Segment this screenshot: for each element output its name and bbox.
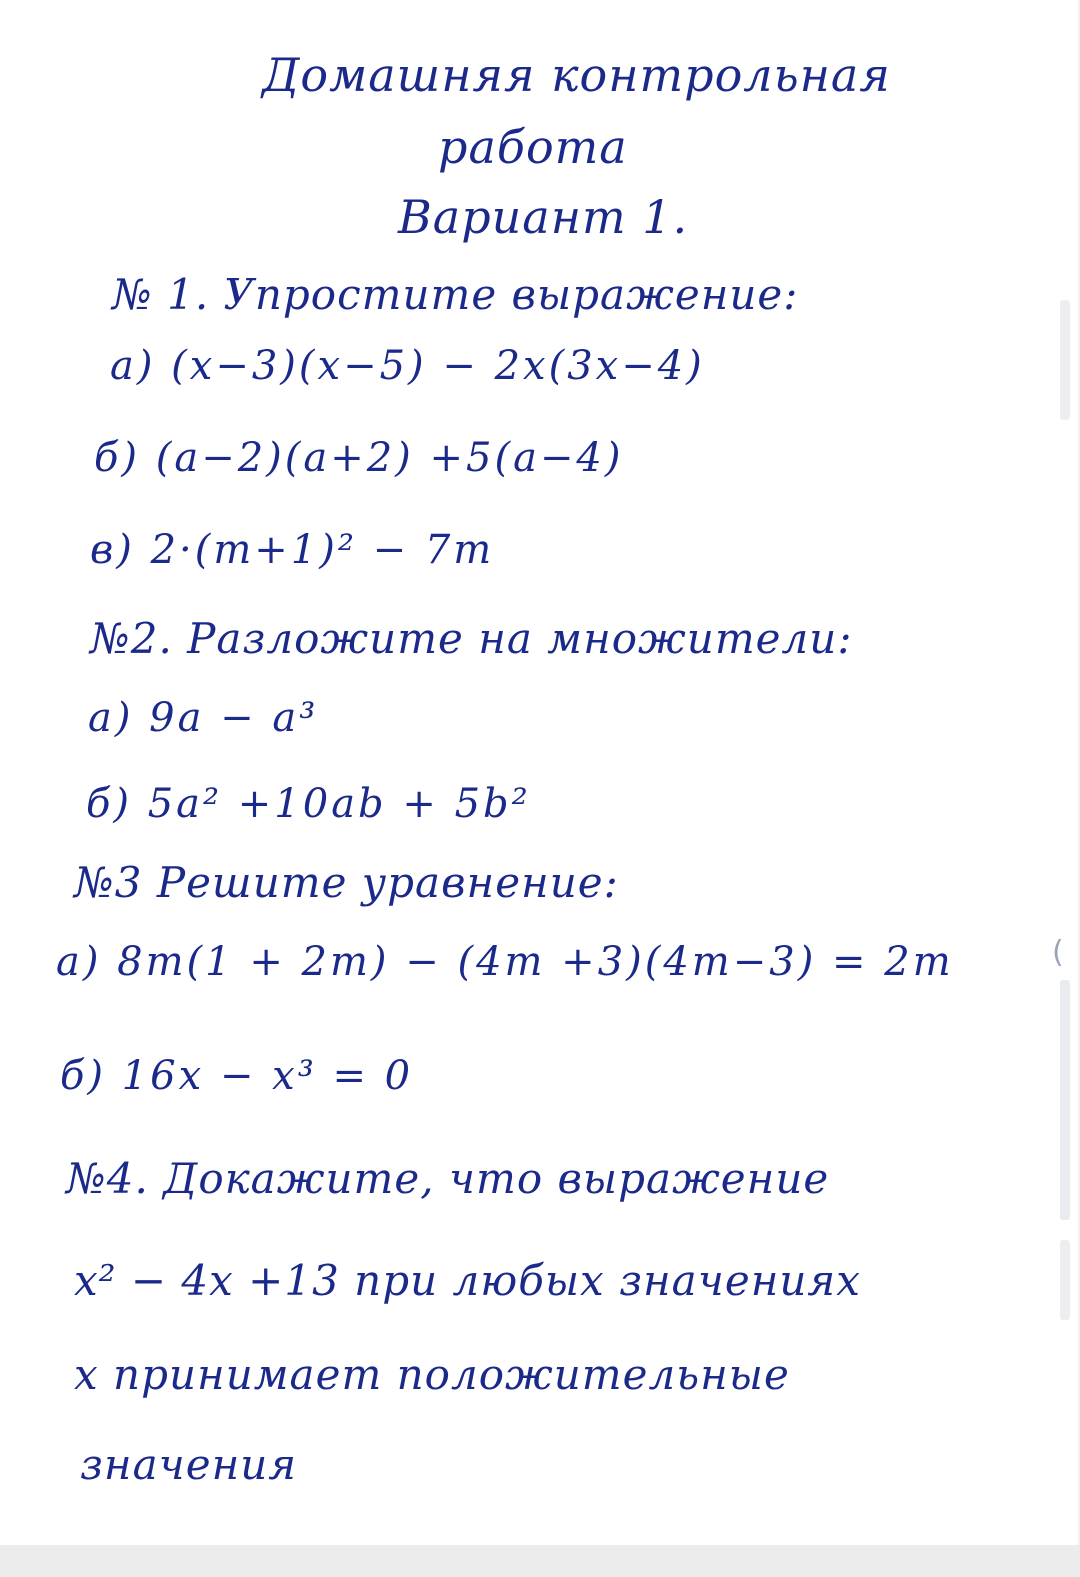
scan-edge-mark [1060, 980, 1070, 1220]
task-1c: в) 2·(m+1)² − 7m [90, 527, 495, 573]
task-3a: а) 8m(1 + 2m) − (4m +3)(4m−3) = 2m [56, 939, 954, 985]
variant-label: Вариант 1. [398, 190, 689, 244]
task-4-line-1: №4. Докажите, что выражение [66, 1154, 830, 1203]
scan-bottom-border [0, 1545, 1080, 1577]
task-2-heading: №2. Разложите на множители: [90, 614, 853, 663]
task-4-line-4: значения [80, 1440, 298, 1489]
scan-edge-glyph: ( [1052, 935, 1064, 970]
scan-edge-mark [1060, 1240, 1070, 1320]
task-4-line-2: x² − 4x +13 при любых значениях [74, 1256, 861, 1305]
title-line-2: работа [438, 120, 628, 174]
task-1a: а) (x−3)(x−5) − 2x(3x−4) [110, 343, 705, 389]
task-1-heading: № 1. Упростите выражение: [112, 270, 799, 319]
task-4-line-3: x принимает положительные [74, 1350, 790, 1399]
task-2a: а) 9a − a³ [88, 695, 319, 741]
title-line-1: Домашняя контрольная [262, 48, 891, 102]
task-2b: б) 5a² +10ab + 5b² [86, 781, 531, 827]
task-3-heading: №3 Решите уравнение: [74, 858, 619, 907]
scan-edge-mark [1060, 300, 1070, 420]
task-3b: б) 16x − x³ = 0 [60, 1053, 414, 1099]
task-1b: б) (a−2)(a+2) +5(a−4) [94, 435, 624, 481]
